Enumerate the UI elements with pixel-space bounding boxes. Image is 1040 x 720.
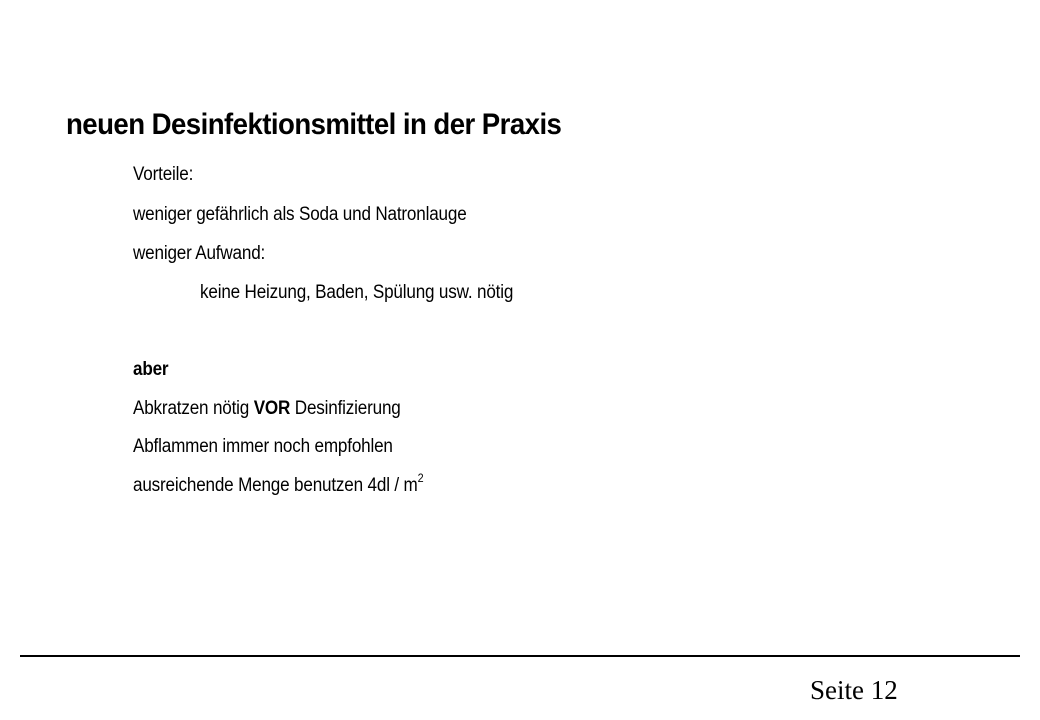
nachteil-text: ausreichende Menge benutzen 4dl / m	[133, 475, 418, 496]
footer-divider	[20, 655, 1020, 657]
aber-heading: aber	[133, 359, 169, 380]
nachteil-item	[133, 471, 424, 497]
page-number: Seite 12	[810, 675, 898, 705]
vorteile-heading: Vorteile:	[133, 164, 194, 185]
nachteil-emphasis: VOR	[253, 398, 291, 419]
slide-title: neuen Desinfektionsmittel in der Praxis	[66, 108, 562, 141]
vorteil-subitem: keine Heizung, Baden, Spülung usw. nötig	[200, 282, 514, 303]
nachteil-text: Desinfizierung	[290, 398, 401, 419]
nachteil-item	[133, 398, 401, 420]
nachteil-item: Abflammen immer noch empfohlen	[133, 436, 393, 457]
vorteil-item: weniger gefährlich als Soda und Natronlauge	[133, 204, 467, 225]
superscript: 2	[417, 471, 424, 485]
vorteil-item: weniger Aufwand:	[133, 243, 266, 264]
nachteil-text: Abkratzen nötig	[133, 398, 254, 419]
